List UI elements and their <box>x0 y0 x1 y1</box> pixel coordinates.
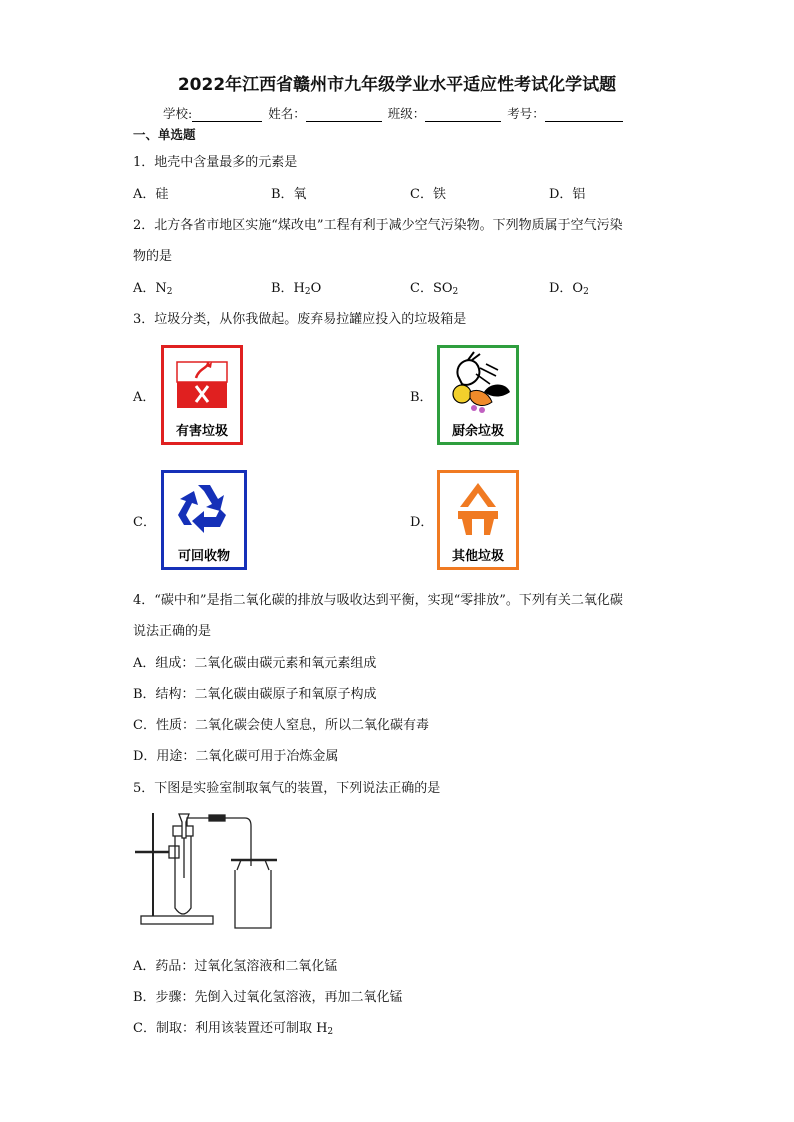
q4-stem-line2: 说法正确的是 <box>133 624 212 639</box>
q2-option-a[interactable]: A．$N_2$ <box>133 281 173 297</box>
hazardous-waste-caption: 有害垃圾 <box>175 424 228 439</box>
school-blank[interactable] <box>192 107 262 122</box>
q5-option-a[interactable]: A．药品：过氧化氢溶液和二氧化锰 <box>133 959 338 974</box>
other-waste-caption: 其他垃圾 <box>451 549 504 564</box>
q3-option-b-label[interactable]: B． <box>410 390 433 405</box>
recyclable-caption: 可回收物 <box>177 549 230 564</box>
class-blank[interactable] <box>425 107 501 122</box>
q3-stem: 3．垃圾分类，从你我做起。废弃易拉罐应投入的垃圾箱是 <box>133 312 467 327</box>
q2-option-d[interactable]: D．$O_2$ <box>549 281 589 297</box>
student-info-row <box>163 104 629 122</box>
kitchen-waste-caption: 厨余垃圾 <box>451 424 504 439</box>
other-waste-icon <box>440 473 516 545</box>
q4-option-d[interactable]: D．用途：二氧化碳可用于冶炼金属 <box>133 749 339 764</box>
q2-option-c[interactable]: C．$SO_2$ <box>410 281 459 297</box>
kitchen-waste-bin[interactable] <box>437 345 519 445</box>
q1-option-c[interactable]: C．铁 <box>410 187 446 202</box>
q3-option-c-label[interactable]: C． <box>133 515 156 530</box>
oxygen-apparatus-diagram <box>135 808 285 933</box>
q1-option-b[interactable]: B．氧 <box>271 187 307 202</box>
name-label: 姓名： <box>268 106 306 121</box>
q4-stem-line1: 4．“碳中和”是指二氧化碳的排放与吸收达到平衡，实现“零排放”。下列有关二氧化碳 <box>133 593 623 608</box>
school-label: 学校: <box>163 106 193 121</box>
kitchen-waste-icon <box>440 348 516 420</box>
hazardous-waste-icon <box>164 348 240 418</box>
q5-stem: 5．下图是实验室制取氧气的装置，下列说法正确的是 <box>133 781 441 796</box>
q1-stem: 1．地壳中含量最多的元素是 <box>133 155 298 170</box>
q2-stem-line2: 物的是 <box>133 249 173 264</box>
name-blank[interactable] <box>306 107 382 122</box>
q2-option-b[interactable]: B．$H_2O$ <box>271 281 322 297</box>
recyclable-bin[interactable] <box>161 470 247 570</box>
hazardous-waste-bin[interactable] <box>161 345 243 445</box>
class-label: 班级： <box>387 106 426 121</box>
q4-option-b[interactable]: B．结构：二氧化碳由碳原子和氧原子构成 <box>133 687 377 702</box>
q1-option-d[interactable]: D．铝 <box>549 187 586 202</box>
exam-no-label: 考号： <box>507 106 545 121</box>
section-heading: 一、单选题 <box>133 127 196 142</box>
q1-option-a[interactable]: A．硅 <box>133 187 169 202</box>
exam-no-blank[interactable] <box>545 107 623 122</box>
q4-option-c[interactable]: C．性质：二氧化碳会使人窒息，所以二氧化碳有毒 <box>133 718 429 733</box>
recycle-icon <box>164 473 244 545</box>
q2-stem-line1: 2．北方各省市地区实施“煤改电”工程有利于减少空气污染物。下列物质属于空气污染 <box>133 218 623 233</box>
exam-title: 2022年江西省赣州市九年级学业水平适应性考试化学试题 <box>177 75 617 95</box>
q4-option-a[interactable]: A．组成：二氧化碳由碳元素和氧元素组成 <box>133 656 377 671</box>
q5-option-b[interactable]: B．步骤：先倒入过氧化氢溶液，再加二氧化锰 <box>133 990 403 1005</box>
q3-option-d-label[interactable]: D． <box>410 515 434 530</box>
other-waste-bin[interactable] <box>437 470 519 570</box>
q3-option-a-label[interactable]: A． <box>133 390 156 405</box>
q5-option-c[interactable]: C．制取：利用该装置还可制取 $H_2$ <box>133 1021 334 1037</box>
